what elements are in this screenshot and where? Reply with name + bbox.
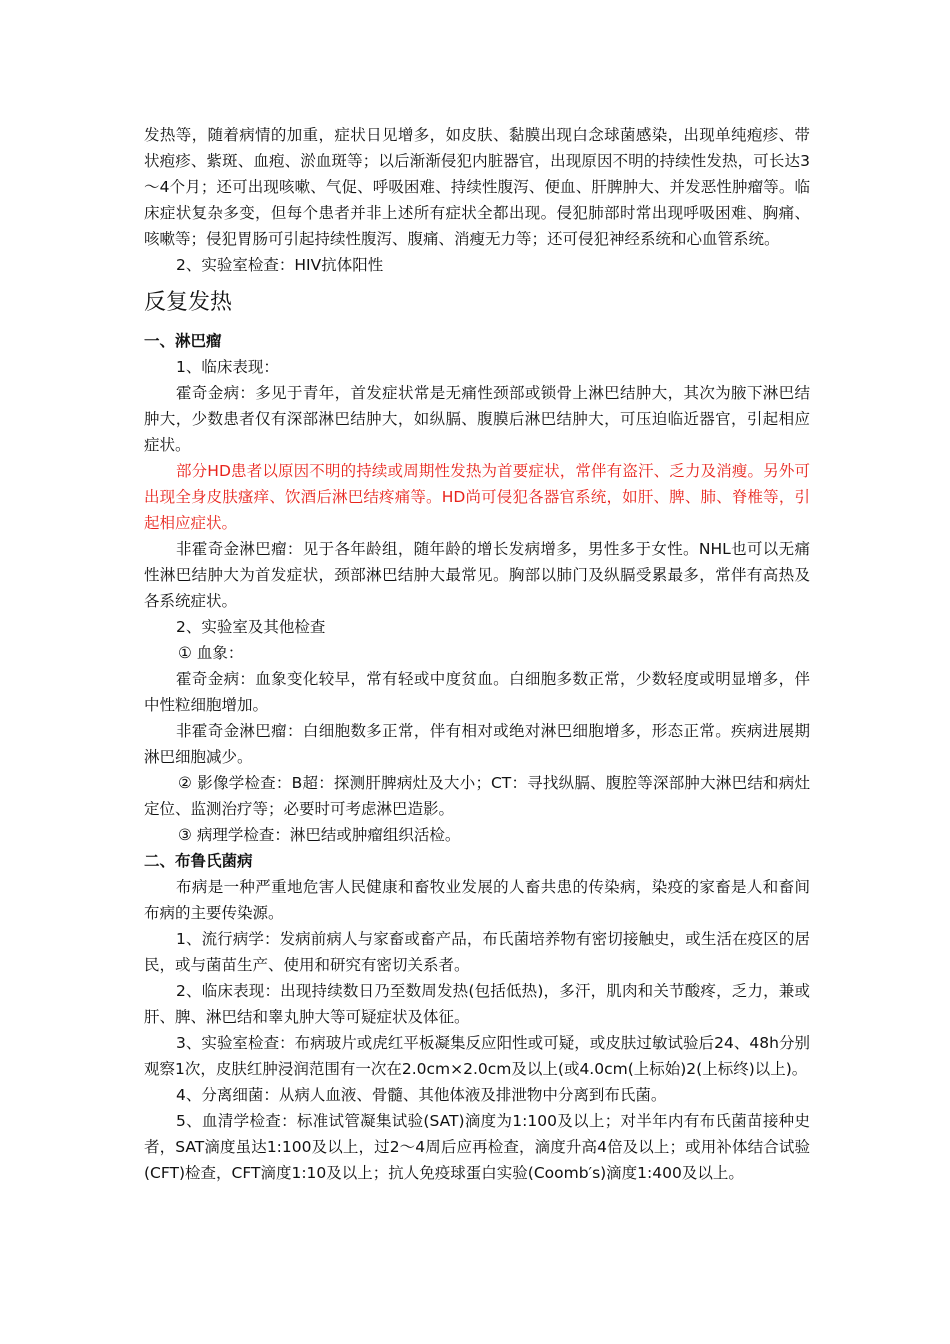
brucellosis-clinical: 2、临床表现：出现持续数日乃至数周发热(包括低热)，多汗，肌肉和关节酸疼，乏力，兼或肝、脾、淋巴结和睾丸肿大等可疑症状及体征。 bbox=[144, 982, 810, 1026]
section-title-lymphoma: 一、淋巴瘤 bbox=[144, 332, 222, 350]
lymphoma-blood-label: ① 血象： bbox=[178, 644, 244, 662]
lymphoma-lab-label: 2、实验室及其他检查 bbox=[176, 618, 326, 636]
lymphoma-hodgkin-highlight: 部分HD患者以原因不明的持续或周期性发热为首要症状，常伴有盗汗、乏力及消瘦。另外可出现全身皮肤瘙痒、饮酒后淋巴结疼痛等。HD尚可侵犯各器官系统，如肝、脾、肺、脊椎等，引起相应症状。 bbox=[144, 462, 810, 532]
aids-lab-paragraph: 2、实验室检查：HIV抗体阳性 bbox=[176, 256, 384, 274]
document-body bbox=[144, 122, 810, 1186]
lymphoma-blood-nhl: 非霍奇金淋巴瘤：白细胞数多正常，伴有相对或绝对淋巴细胞增多，形态正常。疾病进展期淋巴细胞减少。 bbox=[144, 722, 810, 766]
brucellosis-lab: 3、实验室检查：布病玻片或虎红平板凝集反应阳性或可疑，或皮肤过敏试验后24、48h分别观察1次，皮肤红肿浸润范围有一次在2.0cm×2.0cm及以上(或4.0cm(上标始)2(上标终)以上)。 bbox=[144, 1034, 810, 1078]
section-title-brucellosis: 二、布鲁氏菌病 bbox=[144, 852, 253, 870]
page-heading: 反复发热 bbox=[144, 290, 233, 315]
lymphoma-pathology: ③ 病理学检查：淋巴结或肿瘤组织活检。 bbox=[178, 826, 461, 844]
aids-symptoms-paragraph: 发热等，随着病情的加重，症状日见增多，如皮肤、黏膜出现白念球菌感染，出现单纯疱疹、带状疱疹、紫斑、血疱、淤血斑等；以后渐渐侵犯内脏器官，出现原因不明的持续性发热，可长达3～4个月；还可出现咳嗽、气促、呼吸困难、持续性腹泻、便血、肝脾肿大、并发恶性肿瘤等。临床症状复杂多变，但每个患者并非上述所有症状全都出现。侵犯肺部时常出现呼吸困难、胸痛、咳嗽等；侵犯胃肠可引起持续性腹泻、腹痛、消瘦无力等；还可侵犯神经系统和心血管系统。 bbox=[144, 126, 810, 248]
lymphoma-clinical-label: 1、临床表现： bbox=[176, 358, 279, 376]
brucellosis-isolation: 4、分离细菌：从病人血液、骨髓、其他体液及排泄物中分离到布氏菌。 bbox=[176, 1086, 667, 1104]
lymphoma-imaging: ② 影像学检查：B超：探测肝脾病灶及大小；CT：寻找纵膈、腹腔等深部肿大淋巴结和病灶定位、监测治疗等；必要时可考虑淋巴造影。 bbox=[144, 774, 810, 818]
brucellosis-serology: 5、血清学检查：标准试管凝集试验(SAT)滴度为1:100及以上；对半年内有布氏菌苗接种史者，SAT滴度虽达1:100及以上，过2～4周后应再检查，滴度升高4倍及以上；或用补体结合试验(CFT)检查，CFT滴度1:10及以上；抗人免疫球蛋白实验(Coomb′s)滴度1:400及以上。 bbox=[144, 1112, 810, 1182]
brucellosis-epidemiology: 1、流行病学：发病前病人与家畜或畜产品，布氏菌培养物有密切接触史，或生活在疫区的居民，或与菌苗生产、使用和研究有密切关系者。 bbox=[144, 930, 810, 974]
lymphoma-hodgkin-paragraph: 霍奇金病：多见于青年，首发症状常是无痛性颈部或锁骨上淋巴结肿大，其次为腋下淋巴结肿大，少数患者仅有深部淋巴结肿大，如纵膈、腹膜后淋巴结肿大，可压迫临近器官，引起相应症状。 bbox=[144, 384, 810, 454]
lymphoma-nhl-paragraph: 非霍奇金淋巴瘤：见于各年龄组，随年龄的增长发病增多，男性多于女性。NHL也可以无痛性淋巴结肿大为首发症状，颈部淋巴结肿大最常见。胸部以肺门及纵膈受累最多，常伴有高热及各系统症状。 bbox=[144, 540, 810, 610]
brucellosis-intro: 布病是一种严重地危害人民健康和畜牧业发展的人畜共患的传染病，染疫的家畜是人和畜间布病的主要传染源。 bbox=[144, 878, 810, 922]
lymphoma-blood-hd: 霍奇金病：血象变化较早，常有轻或中度贫血。白细胞多数正常，少数轻度或明显增多，伴中性粒细胞增加。 bbox=[144, 670, 810, 714]
